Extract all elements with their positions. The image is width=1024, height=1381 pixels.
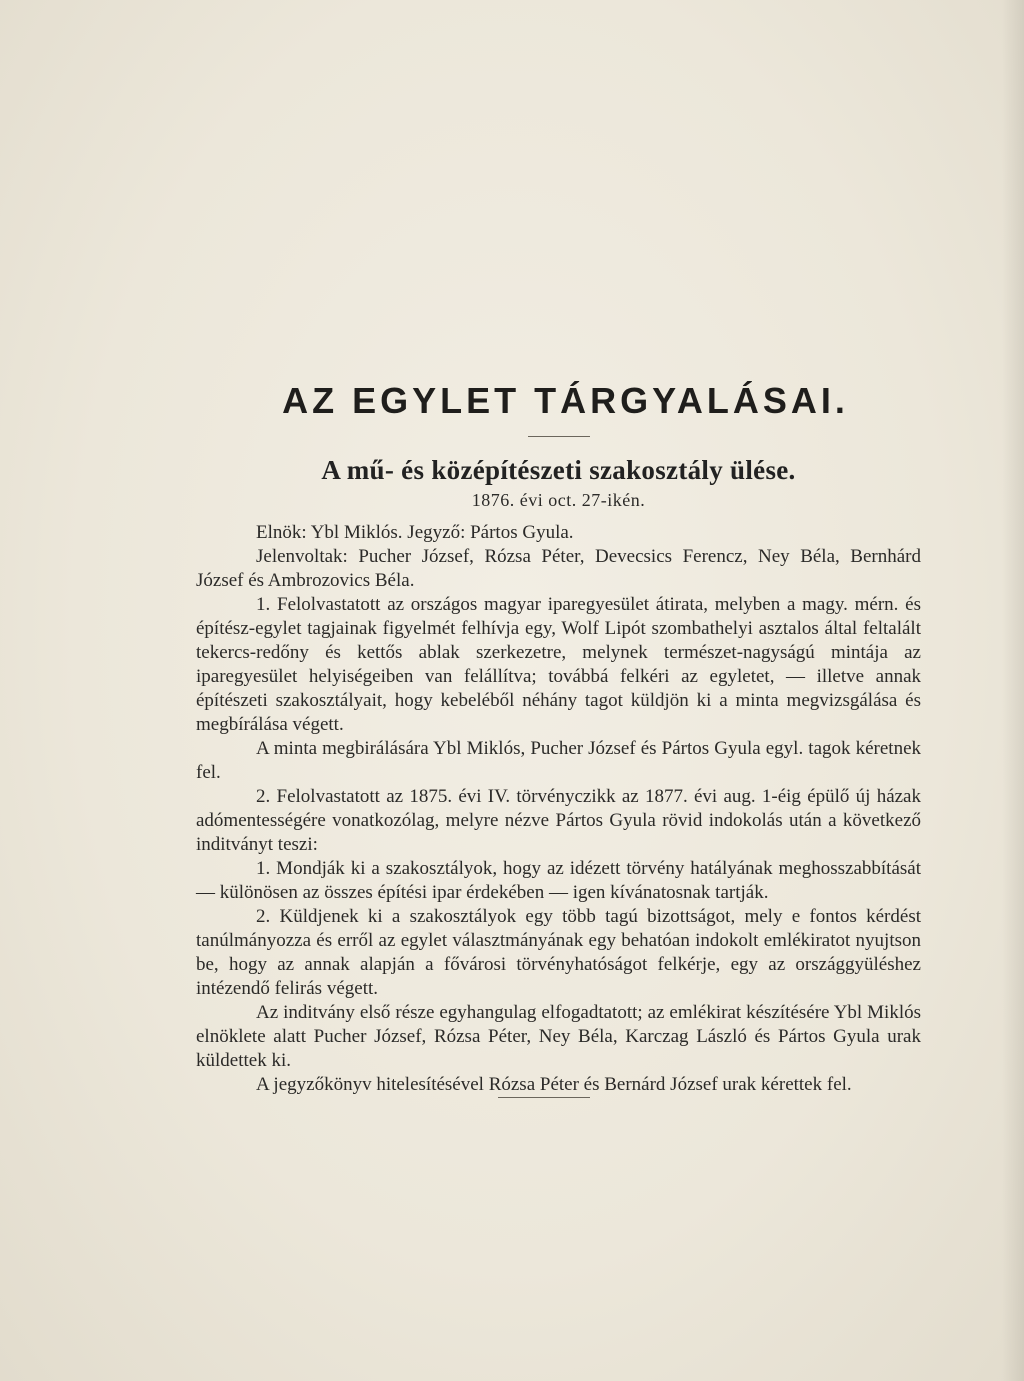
meeting-date: 1876. évi oct. 27-ikén. <box>471 490 646 510</box>
officers-line: Elnök: Ybl Miklós. Jegyző: Pártos Gyula. <box>256 522 574 543</box>
body-paragraph-1: 1. Felolvastatott az országos magyar iparegyesület átirata, melyben a magy. mérn. és építész-egylet tagjainak figyelmét felhívja egy, Wolf Lipót szombathelyi asztalos által feltalált tekercs-redőny és kettős ablak szerkezetre, melynek természet-nagyságú mintája az iparegyesület helyiségeiben van felállítva; továbbá felkéri az egyletet, — illetve annak építészeti szakosztályait, hogy kebeléből néhány tagot küldjön ki a minta megvizsgálása és megbírálása végett. <box>196 594 921 735</box>
main-heading: AZ EGYLET TÁRGYALÁSAI. <box>282 380 849 421</box>
heading-divider <box>528 436 590 437</box>
page-edge-shadow <box>1002 0 1024 1381</box>
body-paragraph-6: Az inditvány első része egyhangulag elfogadtatott; az emlékirat készítésére Ybl Miklós elnöklete alatt Pucher József, Rózsa Péter, Ney Béla, Karczag László és Pártos Gyula urak küldettek ki. <box>196 1002 921 1071</box>
article <box>196 380 921 1098</box>
body-paragraph-5: 2. Küldjenek ki a szakosztályok egy több tagú bizottságot, mely e fontos kérdést tanúlmányozza és erről az egylet választmányának egy behatóan indokolt emlékiratot nyujtson be, hogy az annak alapján a fővárosi törvényhatóságot felkérje, egy az országgyüléshez intézendő felirás végett. <box>196 906 921 999</box>
body-paragraph-7: A jegyzőkönyv hitelesítésével Rózsa Péter és Bernárd József urak kérettek fel. <box>256 1074 852 1095</box>
closing-divider <box>498 1097 590 1098</box>
body-paragraph-2: A minta megbirálására Ybl Miklós, Pucher József és Pártos Gyula egyl. tagok kéretnek fel. <box>196 738 921 783</box>
body-paragraph-4: 1. Mondják ki a szakosztályok, hogy az idézett törvény hatályának meghosszabbítását — különösen az összes építési ipar érdekében — igen kívánatosnak tartják. <box>196 858 921 903</box>
section-title: A mű- és középítészeti szakosztály ülése. <box>321 455 796 485</box>
body-paragraph-3: 2. Felolvastatott az 1875. évi IV. törvényczikk az 1877. évi aug. 1-éig épülő új házak adómentességére vonatkozólag, melyre nézve Pártos Gyula rövid indokolás után a következő inditványt teszi: <box>196 786 921 855</box>
attendees-paragraph: Jelenvoltak: Pucher József, Rózsa Péter, Devecsics Ferencz, Ney Béla, Bernhárd József és Ambrozovics Béla. <box>196 546 921 591</box>
